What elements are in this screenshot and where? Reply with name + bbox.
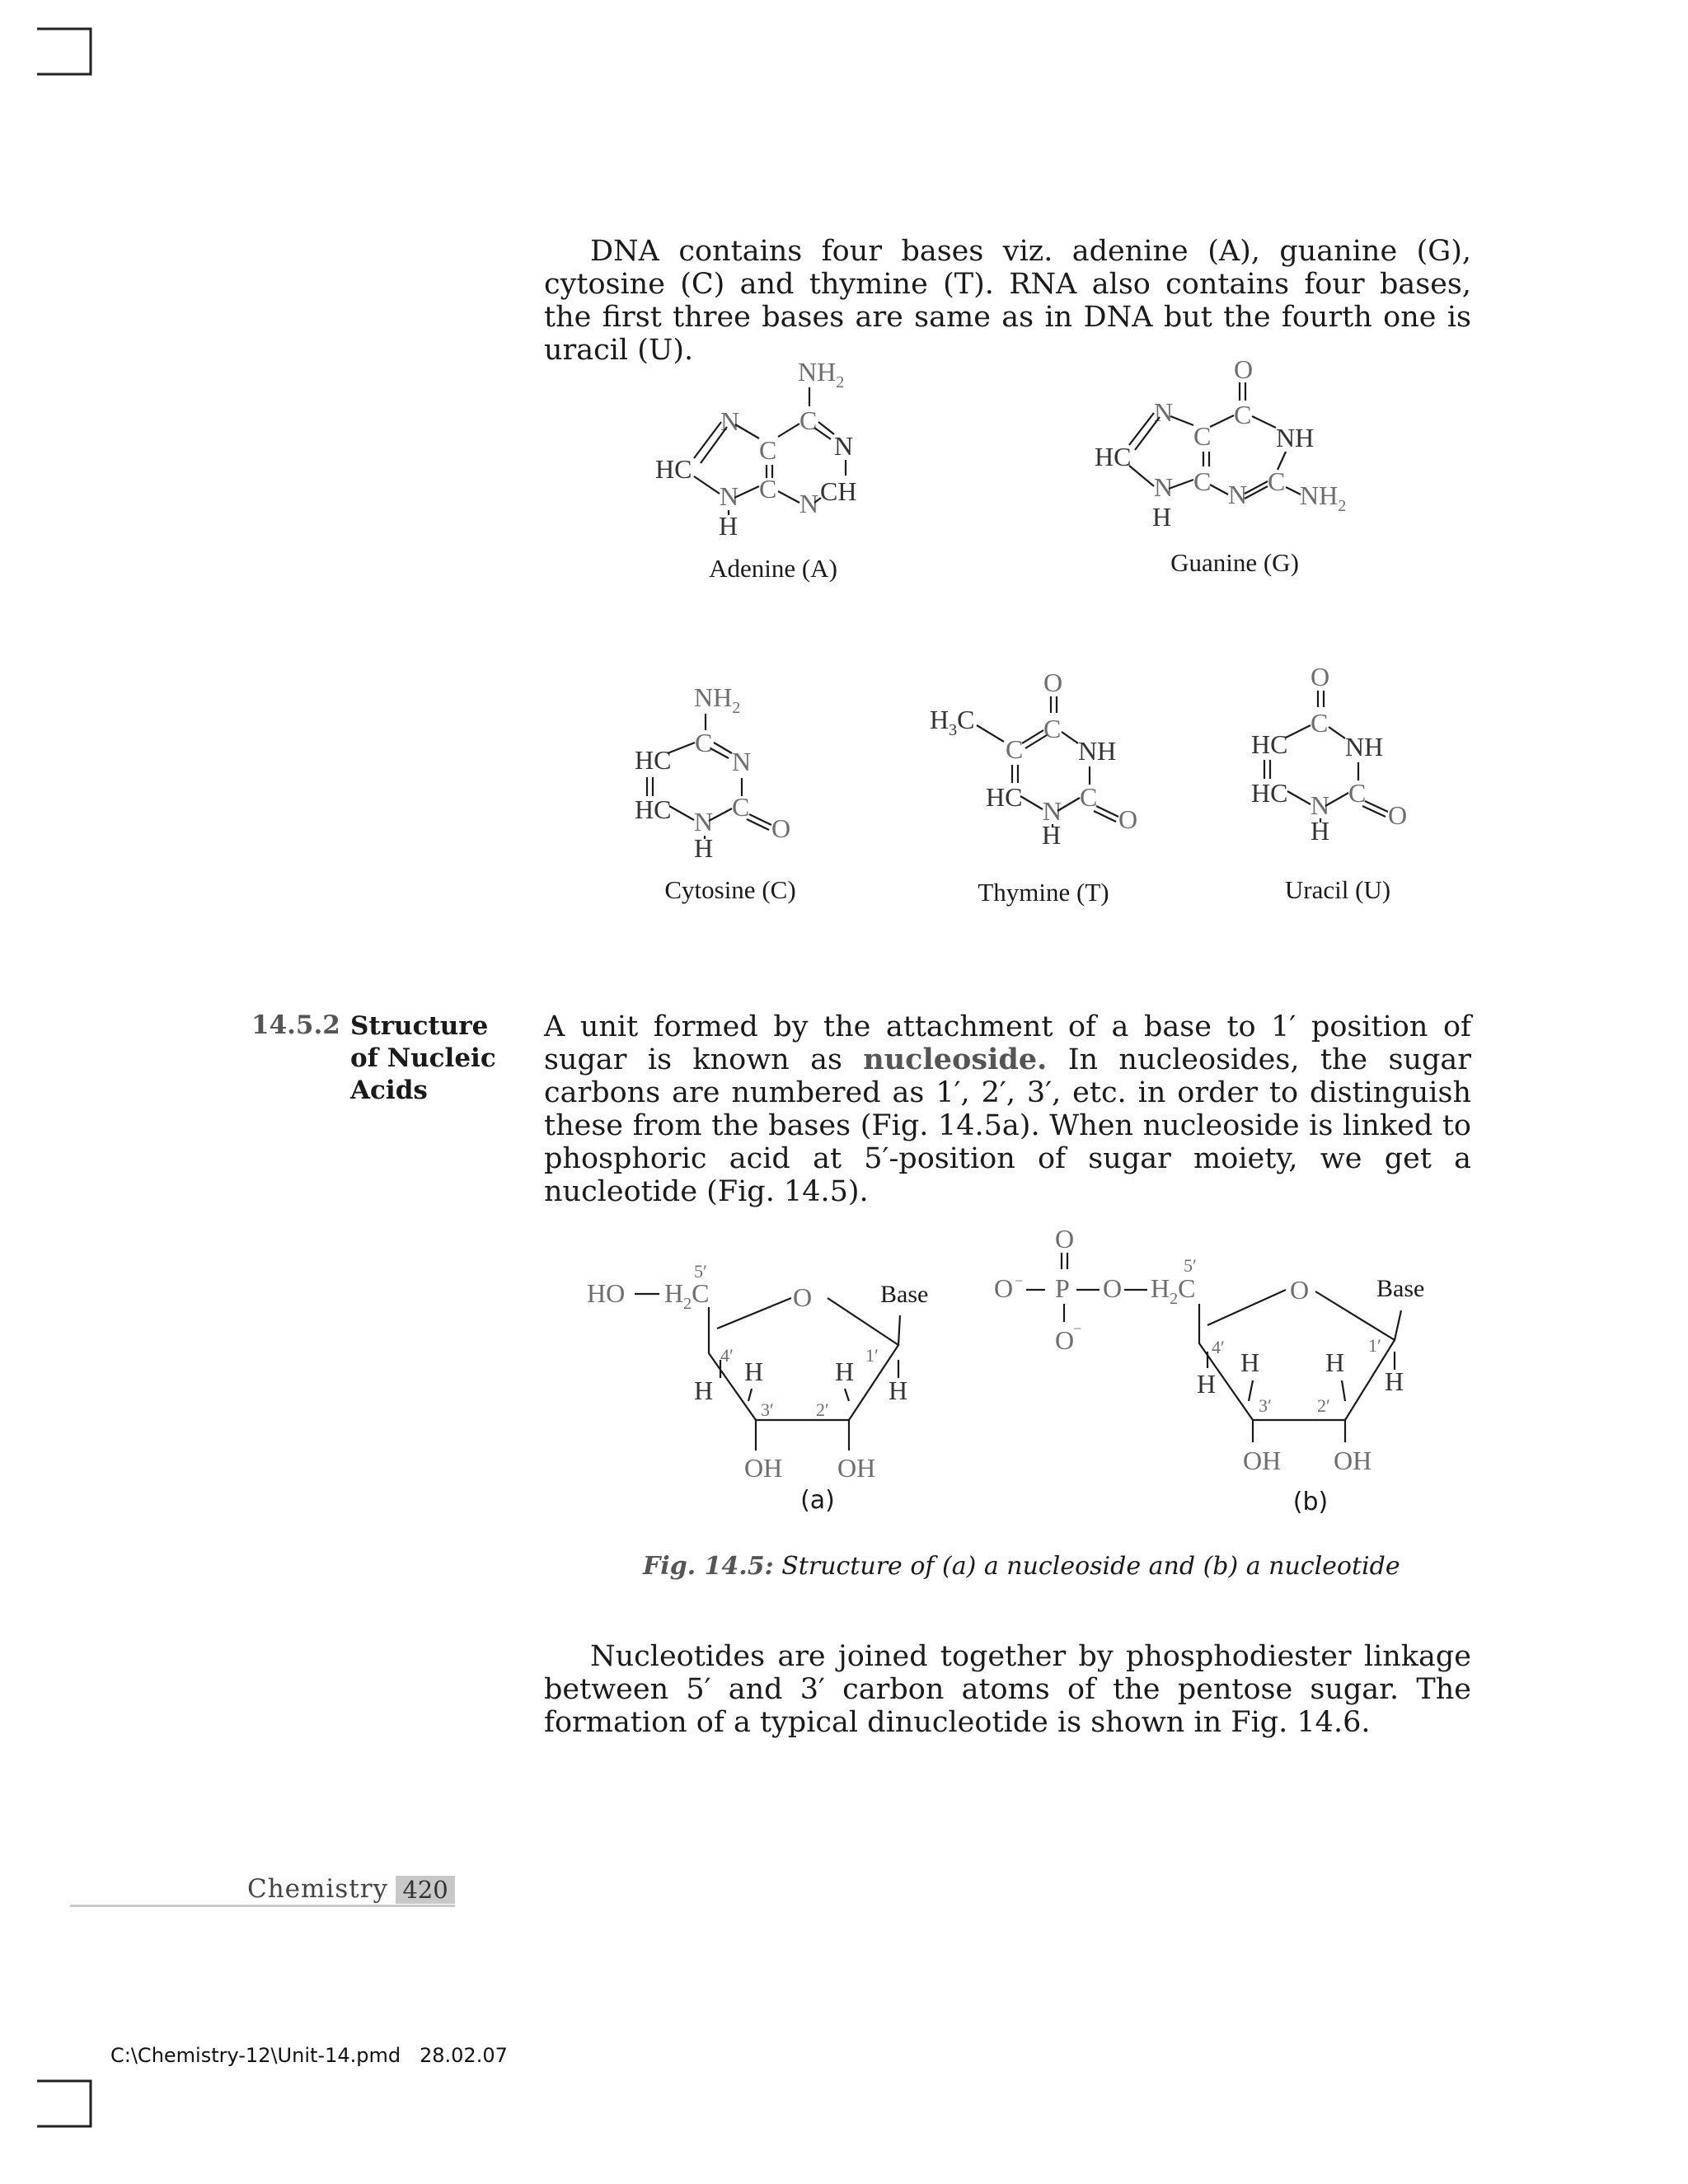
svg-text:N: N (799, 489, 819, 518)
svg-text:H: H (744, 1357, 764, 1386)
svg-text:HO: HO (587, 1278, 626, 1308)
svg-text:C: C (1043, 714, 1062, 743)
svg-text:O: O (793, 1282, 813, 1312)
svg-text:H: H (719, 511, 738, 541)
svg-text:2′: 2′ (1317, 1395, 1330, 1416)
svg-text:N: N (732, 747, 752, 776)
svg-text:O: O (1103, 1273, 1123, 1303)
cytosine-label: Cytosine (C) (664, 875, 796, 904)
svg-text:H: H (1385, 1366, 1404, 1396)
svg-text:O: O (1043, 668, 1063, 697)
svg-text:OH: OH (744, 1453, 783, 1483)
svg-text:C: C (799, 405, 818, 435)
svg-text:5′: 5′ (1184, 1255, 1197, 1276)
closing-paragraph: Nucleotides are joined together by phosphodiester linkage between 5′ and 3′ carbon atoms of the pentose sugar. The formation of a typical dinucleotide is shown in Fig. 14.6. (544, 1640, 1471, 1739)
svg-text:C: C (1193, 466, 1212, 496)
svg-text:N: N (1154, 472, 1174, 502)
svg-text:O: O (1055, 1325, 1075, 1355)
svg-text:C: C (1080, 782, 1098, 812)
svg-text:NH: NH (1345, 732, 1384, 762)
svg-text:HC: HC (1251, 729, 1288, 759)
guanine-structure (1095, 354, 1346, 532)
svg-text:NH2: $NH_2$ (694, 682, 741, 717)
svg-text:−: − (1015, 1272, 1024, 1289)
figure-label-b: (b) (1292, 1488, 1329, 1516)
svg-text:NH2: $NH_2$ (798, 357, 845, 391)
svg-text:C: C (1193, 421, 1212, 451)
svg-text:H: H (1042, 820, 1062, 850)
svg-text:N: N (720, 481, 739, 511)
svg-text:C: C (1268, 466, 1286, 496)
section-title: Structure of Nucleic Acids (350, 1011, 496, 1105)
svg-text:3′: 3′ (1259, 1395, 1272, 1416)
svg-text:O: O (1290, 1275, 1310, 1305)
svg-text:OH: OH (1243, 1446, 1282, 1475)
nucleoside-term: nucleoside. (863, 1043, 1048, 1076)
svg-text:CH: CH (820, 476, 857, 506)
figure-caption: Fig. 14.5: Structure of (a) a nucleoside and (b) a nucleotide (643, 1552, 1400, 1581)
svg-text:N: N (834, 431, 854, 461)
svg-text:N: N (1043, 796, 1062, 826)
svg-text:H2C: $H_2C$ (664, 1278, 710, 1313)
nucleotide-structure (994, 1224, 1424, 1475)
svg-text:H: H (889, 1376, 908, 1405)
svg-text:H3C: $H_3C$ (930, 705, 975, 739)
svg-text:3′: 3′ (761, 1399, 774, 1420)
svg-text:N: N (694, 807, 714, 837)
svg-text:C: C (732, 792, 750, 822)
thymine-label: Thymine (T) (978, 878, 1109, 907)
svg-text:O: O (994, 1273, 1014, 1303)
svg-text:C: C (1311, 708, 1329, 738)
uracil-structure (1251, 662, 1407, 846)
svg-text:1′: 1′ (865, 1345, 879, 1366)
footer-rule (70, 1905, 455, 1907)
svg-text:O: O (1311, 662, 1330, 691)
svg-text:N: N (1228, 480, 1248, 509)
svg-text:H: H (1152, 502, 1172, 532)
uracil-label: Uracil (U) (1284, 875, 1391, 904)
svg-text:O: O (1388, 800, 1408, 830)
nucleoside-structure (587, 1261, 928, 1483)
svg-text:4′: 4′ (720, 1345, 734, 1366)
svg-text:C: C (759, 474, 777, 504)
svg-text:HC: HC (1095, 442, 1132, 471)
svg-text:P: P (1055, 1273, 1070, 1303)
svg-text:−: − (1073, 1320, 1082, 1337)
guanine-label: Guanine (G) (1170, 548, 1299, 577)
svg-text:N: N (1311, 790, 1330, 820)
crop-mark-bottom (33, 2073, 99, 2130)
svg-text:H: H (694, 1376, 714, 1405)
svg-text:HC: HC (986, 782, 1023, 812)
svg-text:HC: HC (635, 745, 672, 775)
svg-text:NH: NH (1078, 736, 1117, 766)
adenine-structure (655, 357, 856, 541)
svg-text:Base: Base (1376, 1275, 1425, 1302)
footer-page-number: 420 (396, 1876, 455, 1904)
svg-text:H: H (1240, 1347, 1260, 1377)
intro-paragraph: DNA contains four bases viz. adenine (A), guanine (G), cytosine (C) and thymine (T). RNA also contains four bases, the first three bases are same as in DNA but the fourth one is uracil (U). (544, 235, 1471, 367)
cytosine-structure (635, 682, 790, 863)
section-number: 14.5.2 (251, 1010, 340, 1040)
svg-text:C: C (695, 728, 713, 757)
svg-text:HC: HC (635, 794, 672, 824)
svg-text:H: H (1197, 1369, 1217, 1399)
figure-label-a: (a) (800, 1486, 835, 1515)
svg-text:H2C: $H_2C$ (1151, 1273, 1196, 1308)
svg-text:C: C (1006, 734, 1024, 764)
svg-text:H: H (835, 1357, 855, 1386)
svg-text:HC: HC (1251, 778, 1288, 808)
svg-text:HC: HC (655, 454, 692, 484)
svg-text:C: C (1234, 400, 1252, 429)
svg-text:NH: NH (1276, 423, 1315, 452)
svg-text:C: C (759, 435, 777, 465)
svg-text:H: H (1311, 816, 1330, 846)
file-stamp: C:\Chemistry-12\Unit-14.pmd 28.02.07 (110, 2044, 508, 2067)
svg-text:OH: OH (837, 1453, 876, 1483)
svg-text:N: N (720, 406, 740, 436)
svg-text:OH: OH (1334, 1446, 1372, 1475)
svg-text:C: C (1348, 778, 1367, 808)
section-paragraph: A unit formed by the attachment of a base to 1′ position of sugar is known as nucleoside. In nucleosides, the sugar carbons are numbered as 1′, 2′, 3′, etc. in order to distinguish these from the bases (Fig. 14.5a). When nucleoside is linked to phosphoric acid at 5′-position of sugar moiety, we get a nucleotide (Fig. 14.5). (544, 1010, 1472, 1208)
svg-text:2′: 2′ (816, 1399, 829, 1420)
svg-text:O: O (1055, 1224, 1075, 1254)
svg-text:1′: 1′ (1368, 1335, 1381, 1356)
adenine-label: Adenine (A) (709, 554, 837, 583)
svg-text:Base: Base (880, 1281, 929, 1308)
thymine-structure (930, 668, 1137, 850)
svg-text:H: H (694, 833, 714, 863)
svg-text:O: O (1118, 804, 1138, 834)
footer-book-title: Chemistry (247, 1874, 389, 1904)
svg-text:N: N (1154, 397, 1174, 427)
svg-text:NH2: $NH_2$ (1300, 480, 1347, 515)
svg-text:H: H (1325, 1347, 1345, 1377)
svg-text:O: O (1234, 354, 1254, 384)
svg-text:4′: 4′ (1212, 1337, 1225, 1357)
svg-text:5′: 5′ (694, 1261, 707, 1282)
svg-text:O: O (771, 813, 791, 843)
